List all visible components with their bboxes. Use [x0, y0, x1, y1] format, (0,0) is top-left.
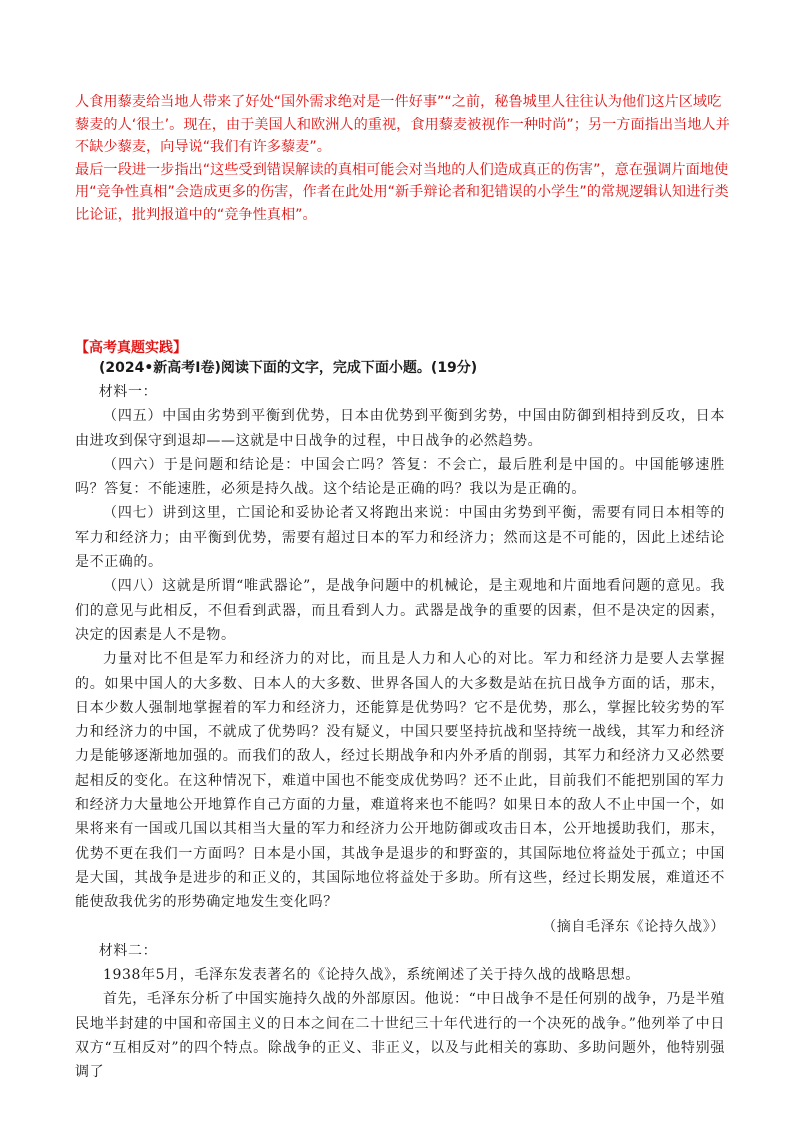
material-label: 材料一：: [98, 384, 158, 400]
material-paragraph: 1938年5月，毛泽东发表著名的《论持久战》，系统阐述了关于持久战的战略思想。: [103, 967, 640, 984]
question-heading: (2024•新高考Ⅰ卷)阅读下面的文字，完成下面小题。(19分): [99, 360, 478, 376]
material-paragraph: （四八）这就是所谓“唯武器论”，是战争问题中的机械论，是主观地和片面地看问题的意见。我们的意见与此相反，不但看到武器，而且看到人力。武器是战争的重要的因素，但不是决定的因素，决定的因素是人不是物。: [75, 578, 725, 643]
source-citation: （摘自毛泽东《论持久战》）: [542, 918, 725, 935]
material-paragraph: （四六）于是问题和结论是：中国会亡吗？答复：不会亡，最后胜利是中国的。中国能够速胜吗？答复：不能速胜，必须是持久战。这个结论是正确的吗？我以为是正确的。: [75, 456, 725, 498]
section-tag: 【高考真题实践】: [75, 340, 187, 356]
material-paragraph: （四七）讲到这里，亡国论和妥协论者又将跑出来说：中国由劣势到平衡，需要有同日本相等的军力和经济力；由平衡到优势，需要有超过日本的军力和经济力；然而这是不可能的，因此上述结论是不正确的。: [75, 505, 725, 571]
reading-material: [75, 380, 725, 1085]
analysis-paragraph: 最后一段进一步指出“这些受到错误解读的真相可能会对当地的人们造成真正的伤害”，意在强调片面地使用“竞争性真相”会造成更多的伤害，作者在此处用“新手辩论者和犯错误的小学生”的常规逻辑认知进行类比论证，批判报道中的“竞争性真相”。: [75, 161, 729, 223]
material-paragraph: （四五）中国由劣势到平衡到优势，日本由优势到平衡到劣势，中国由防御到相持到反攻，日本由进攻到保守到退却——这就是中日战争的过程，中日战争的必然趋势。: [75, 408, 725, 449]
material-paragraph: 力量对比不但是军力和经济力的对比，而且是人力和人心的对比。军力和经济力是要人去掌握的。如果中国人的大多数、日本人的大多数、世界各国人的大多数是站在抗日战争方面的话，那末，日本少数人强制地掌握着的军力和经济力，还能算是优势吗？它不是优势，那么，掌握比较劣势的军力和经济力的中国，不就成了优势吗？没有疑义，中国只要坚持抗战和坚持统一战线，其军力和经济力是能够逐渐地加强的。而我们的敌人，经过长期战争和内外矛盾的削弱，其军力和经济力又必然要起相反的变化。在这种情况下，难道中国也不能变成优势吗？还不止此，目前我们不能把别国的军力和经济力大量地公开地算作自己方面的力量，难道将来也不能吗？如果日本的敌人不止中国一个，如果将来有一国或几国以其相当大量的军力和经济力公开地防御或攻击日本，公开地援助我们，那末，优势不更在我们一方面吗？日本是小国，其战争是退步的和野蛮的，其国际地位将益处于孤立；中国是大国，其战争是进步的和正义的，其国际地位将益处于多助。所有这些，经过长期发展，难道还不能使敌我优劣的形势确定地发生变化吗？: [75, 651, 725, 911]
analysis-paragraph: 人食用藜麦给当地人带来了好处“国外需求绝对是一件好事”“之前，秘鲁城里人往往认为他们这片区域吃藜麦的人‘很土’。现在，由于美国人和欧洲人的重视，食用藜麦被视作一种时尚”；另一方面指出当地人并不缺少藜麦，向导说“我们有许多藜麦”。: [75, 94, 730, 155]
analysis-text: [75, 91, 735, 226]
material-paragraph: 首先，毛泽东分析了中国实施持久战的外部原因。他说：“中日战争不是任何别的战争，乃是半殖民地半封建的中国和帝国主义的日本之间在二十世纪三十年代进行的一个决死的战争。”他列举了中日双方“互相反对”的四个特点。除战争的正义、非正义，以及与此相关的寡助、多助问题外，他特别强调了: [75, 991, 725, 1081]
material-label: 材料二：: [98, 942, 158, 959]
